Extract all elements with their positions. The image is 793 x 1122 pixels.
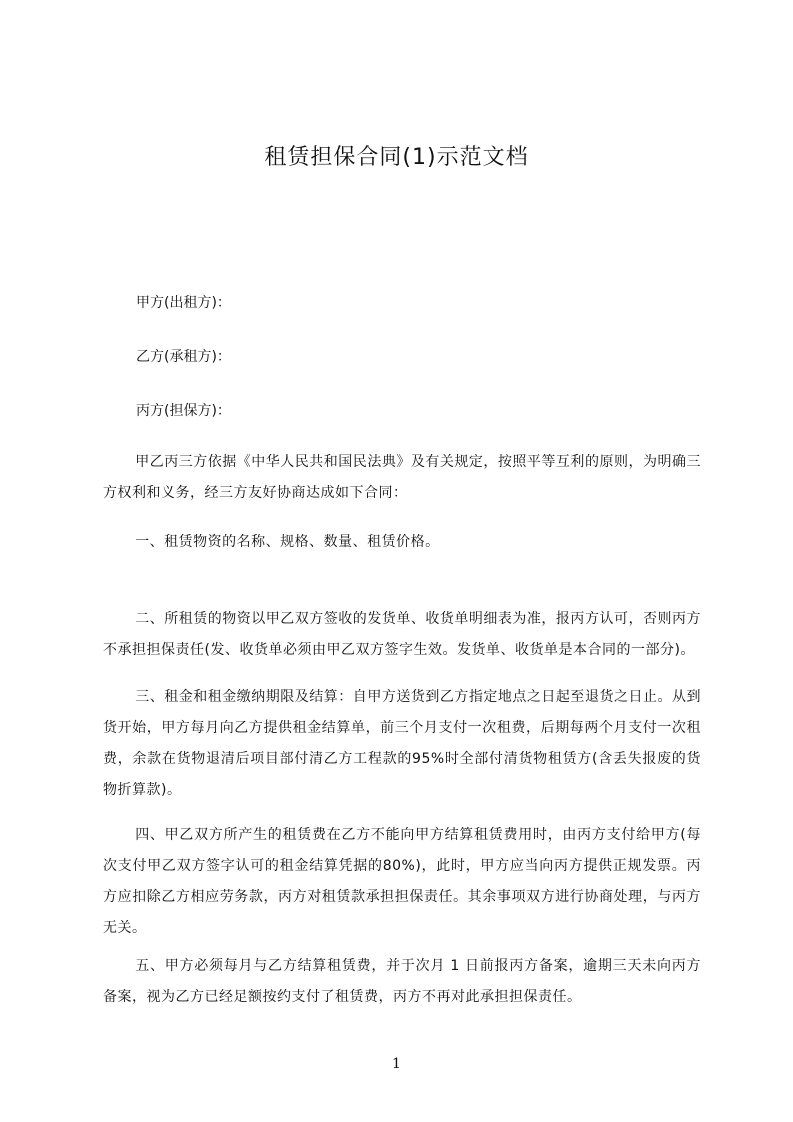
page-number: 1 — [392, 1056, 401, 1072]
party-b-label: 乙方(承租方)： — [136, 349, 231, 365]
party-a-label: 甲方(出租方)： — [136, 295, 231, 311]
clause-3: 三、租金和租金缴纳期限及结算：自甲方送货到乙方指定地点之日起至退货之日止。从到货开始，甲方每月向乙方提供租金结算单，前三个月支付一次租费，后期每两个月支付一次租费，余款在货物退清后项目部付清乙方工程款的95%时全部付清货物租赁方(含丢失报废的货物折算款)。 — [103, 689, 701, 798]
party-c-label: 丙方(担保方)： — [136, 403, 231, 419]
document-title: 租赁担保合同(1)示范文档 — [264, 145, 529, 170]
clause-2: 二、所租赁的物资以甲乙双方签收的发货单、收货单明细表为准，报丙方认可，否则丙方不承担担保责任(发、收货单必须由甲乙双方签字生效。发货单、收货单是本合同的一部分)。 — [103, 611, 701, 658]
clause-5: 五、甲方必须每月与乙方结算租赁费，并于次月 1 日前报丙方备案，逾期三天未向丙方备案，视为乙方已经足额按约支付了租赁费，丙方不再对此承担担保责任。 — [103, 958, 701, 1005]
clause-1: 一、租赁物资的名称、规格、数量、租赁价格。 — [135, 534, 440, 550]
clause-4: 四、甲乙双方所产生的租赁费在乙方不能向甲方结算租赁费用时，由丙方支付给甲方(每次支付甲乙双方签字认可的租金结算凭据的80%)，此时，甲方应当向丙方提供正规发票。丙方应扣除乙方相应劳务款，丙方对租赁款承担担保责任。其余事项双方进行协商处理，与丙方无关。 — [103, 827, 701, 936]
preamble-paragraph: 甲乙丙三方依据《中华人民共和国民法典》及有关规定，按照平等互利的原则，为明确三方权利和义务，经三方友好协商达成如下合同： — [103, 454, 701, 501]
